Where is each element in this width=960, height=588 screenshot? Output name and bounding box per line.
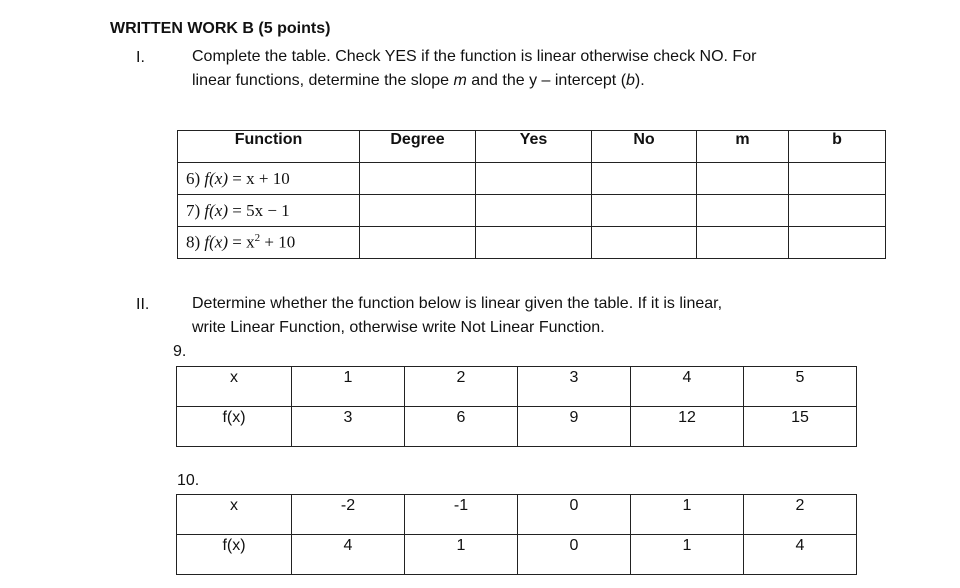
function-cell [178,227,360,259]
table-row [178,227,886,259]
table-header-row [178,131,886,163]
function-expression: = x + 10 [228,168,290,188]
part-2-instructions [192,292,722,340]
function-cell [178,163,360,195]
item-number: 8) [186,232,201,252]
no-cell[interactable] [592,163,697,195]
fx-value: 4 [744,535,857,575]
header-yes: Yes [476,131,592,163]
x-value: 4 [631,367,744,407]
fx-value: 15 [744,407,857,447]
x-row [177,495,857,535]
fx-label: f(x) [177,407,292,447]
table-row [178,163,886,195]
degree-cell[interactable] [360,163,476,195]
part-2-line-1: Determine whether the function below is linear given the table. If it is linear, [192,295,723,312]
item-10-table [176,494,857,575]
function-cell [178,195,360,227]
intercept-symbol: b [626,72,635,89]
no-cell[interactable] [592,195,697,227]
yes-cell[interactable] [476,163,592,195]
item-10-label: 10. [177,472,200,489]
function-expression: = x [228,232,255,252]
function-expression: + 10 [260,232,296,252]
x-value: 1 [631,495,744,535]
part-2-line-2: write Linear Function, otherwise write Not Linear Function. [192,319,605,336]
fx-value: 4 [292,535,405,575]
instruction-text: linear functions, determine the slope [192,72,454,89]
fx-value: 1 [405,535,518,575]
b-cell[interactable] [789,195,886,227]
header-function: Function [178,131,360,163]
x-value: -1 [405,495,518,535]
header-b: b [789,131,886,163]
function-expression: = 5x − 1 [228,200,290,220]
header-no: No [592,131,697,163]
item-9-table [176,366,857,447]
fx-label: f(x) [177,535,292,575]
function-classification-table [177,130,886,259]
fx-value: 1 [631,535,744,575]
header-degree: Degree [360,131,476,163]
function-name: f(x) [204,232,229,252]
yes-cell[interactable] [476,195,592,227]
x-value: 2 [744,495,857,535]
function-name: f(x) [204,168,229,188]
part-2-numeral: II. [136,296,150,313]
instruction-text: ). [634,72,645,89]
worksheet-title: WRITTEN WORK B (5 points) [110,20,331,37]
x-value: 3 [518,367,631,407]
part-1-line-1: Complete the table. Check YES if the function is linear otherwise check NO. For [192,48,757,65]
x-row [177,367,857,407]
fx-value: 3 [292,407,405,447]
instruction-text: and the y – intercept ( [466,72,627,89]
item-number: 6) [186,168,201,188]
x-value: 1 [292,367,405,407]
yes-cell[interactable] [476,227,592,259]
b-cell[interactable] [789,163,886,195]
exponent: 2 [254,232,261,245]
fx-value: 9 [518,407,631,447]
x-value: 2 [405,367,518,407]
b-cell[interactable] [789,227,886,259]
table-row [178,195,886,227]
part-1-numeral: I. [136,49,145,66]
fx-value: 6 [405,407,518,447]
no-cell[interactable] [592,227,697,259]
degree-cell[interactable] [360,227,476,259]
x-value: 5 [744,367,857,407]
fx-row [177,535,857,575]
slope-symbol: m [453,72,467,89]
m-cell[interactable] [697,163,789,195]
part-1-line-2 [192,69,756,93]
x-value: -2 [292,495,405,535]
header-m: m [697,131,789,163]
m-cell[interactable] [697,227,789,259]
item-number: 7) [186,200,201,220]
m-cell[interactable] [697,195,789,227]
x-label: x [177,495,292,535]
function-name: f(x) [204,200,229,220]
x-value: 0 [518,495,631,535]
item-9-label: 9. [173,343,187,360]
part-1-instructions [192,45,756,93]
degree-cell[interactable] [360,195,476,227]
fx-value: 12 [631,407,744,447]
fx-row [177,407,857,447]
x-label: x [177,367,292,407]
fx-value: 0 [518,535,631,575]
